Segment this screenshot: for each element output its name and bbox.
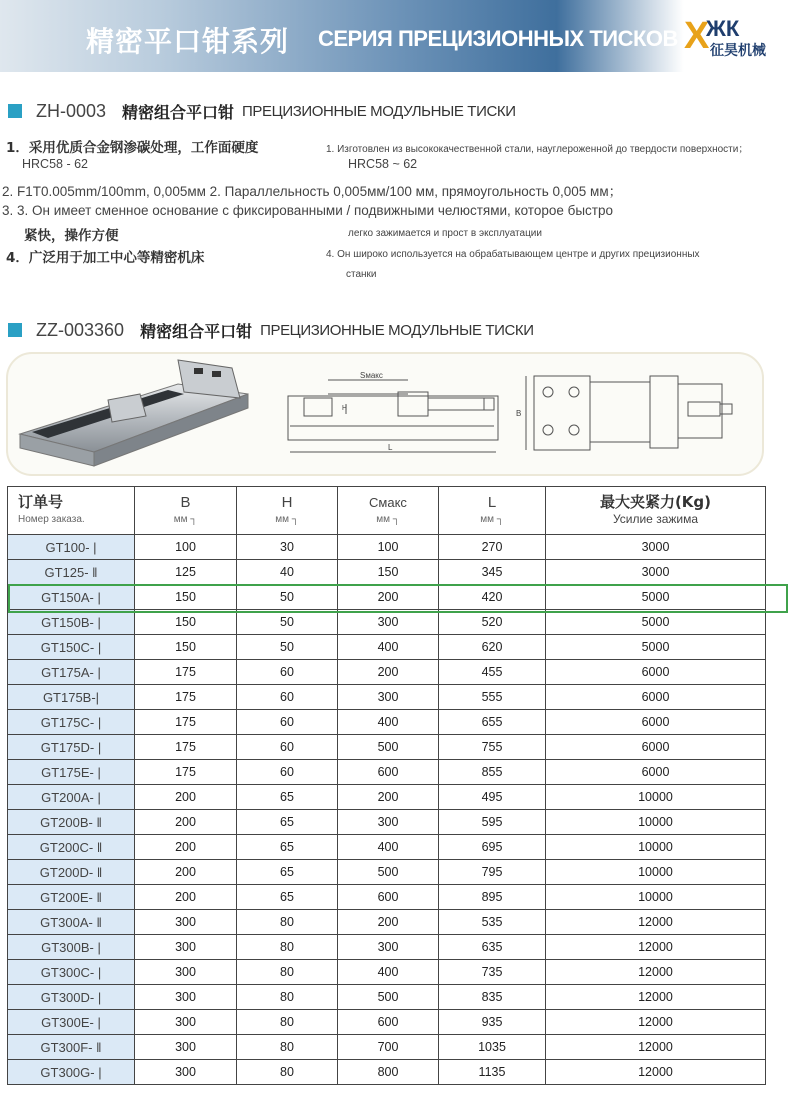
table-row (8, 710, 766, 735)
header-smax (338, 487, 439, 535)
model-cell: GT200A- | (8, 785, 135, 810)
table-cell: 300 (135, 910, 237, 935)
table-cell: 12000 (546, 1060, 766, 1085)
table-cell: 400 (338, 835, 439, 860)
top-view-drawing (526, 376, 732, 450)
table-cell: 300 (135, 1060, 237, 1085)
table-cell: 200 (338, 660, 439, 685)
header-bottom: Усилие зажима (612, 511, 699, 526)
section-square-icon (8, 104, 22, 118)
header-banner (0, 0, 795, 72)
vise-drawings (8, 354, 762, 474)
table-cell: 345 (439, 560, 546, 585)
header-top: Смакс (369, 494, 407, 510)
header-top: B (180, 493, 191, 511)
table-cell: 3000 (546, 535, 766, 560)
table-cell: 400 (338, 960, 439, 985)
model-cell: GT300B- | (8, 935, 135, 960)
table-row (8, 635, 766, 660)
table-row (8, 835, 766, 860)
vise-drawing-panel (6, 352, 764, 476)
table-cell: 12000 (546, 910, 766, 935)
table-cell: 50 (237, 585, 338, 610)
model-cell: GT200D- ‖ (8, 860, 135, 885)
table-cell: 6000 (546, 760, 766, 785)
table-row (8, 535, 766, 560)
table-row (8, 1010, 766, 1035)
table-cell: 500 (338, 735, 439, 760)
table-cell: 200 (338, 910, 439, 935)
table-cell: 500 (338, 985, 439, 1010)
header-b (135, 487, 237, 535)
model-cell: GT125- ‖ (8, 560, 135, 585)
header-top: H (281, 493, 293, 511)
table-cell: 12000 (546, 985, 766, 1010)
table-row (8, 1060, 766, 1085)
feature-4-ru: 4. Он широко используется на обрабатывающем центре и других прецизионных (326, 249, 700, 260)
section-title-ru: ПРЕЦИЗИОННЫЕ МОДУЛЬНЫЕ ТИСКИ (260, 321, 534, 339)
header-bottom: Номер заказа. (18, 513, 85, 525)
table-cell: 200 (338, 785, 439, 810)
table-cell: 175 (135, 685, 237, 710)
header-order-number (8, 487, 135, 535)
table-row (8, 985, 766, 1010)
table-cell: 400 (338, 635, 439, 660)
header-top: 最大夹紧力(Kg) (599, 492, 712, 511)
specifications-table (7, 486, 766, 1085)
table-cell: 65 (237, 860, 338, 885)
table-cell: 700 (338, 1035, 439, 1060)
side-view-drawing (288, 380, 498, 452)
table-row (8, 885, 766, 910)
table-cell: 10000 (546, 885, 766, 910)
model-cell: GT175D- | (8, 735, 135, 760)
table-cell: 5000 (546, 635, 766, 660)
table-cell: 65 (237, 885, 338, 910)
table-cell: 3000 (546, 560, 766, 585)
table-cell: 935 (439, 1010, 546, 1035)
table-cell: 150 (135, 610, 237, 635)
logo-mark: ЖК (706, 16, 740, 41)
model-cell: GT200C- ‖ (8, 835, 135, 860)
section-title-zz003360 (8, 318, 534, 342)
table-cell: 100 (338, 535, 439, 560)
table-cell: 60 (237, 710, 338, 735)
header-top: 订单号 (18, 492, 64, 511)
model-cell: GT150A- | (8, 585, 135, 610)
table-cell: 795 (439, 860, 546, 885)
table-header-row (8, 487, 766, 535)
dim-smax-label: Sмакс (360, 371, 383, 380)
model-cell: GT175E- | (8, 760, 135, 785)
table-cell: 300 (135, 985, 237, 1010)
table-cell: 655 (439, 710, 546, 735)
table-cell: 50 (237, 635, 338, 660)
table-cell: 175 (135, 710, 237, 735)
table-cell: 595 (439, 810, 546, 835)
table-cell: 150 (135, 585, 237, 610)
table-cell: 80 (237, 910, 338, 935)
table-row (8, 610, 766, 635)
table-cell: 600 (338, 760, 439, 785)
table-row (8, 560, 766, 585)
feature-3-ru: легко зажимается и прост в эксплуатации (348, 228, 542, 239)
table-cell: 80 (237, 935, 338, 960)
table-cell: 125 (135, 560, 237, 585)
table-cell: 1135 (439, 1060, 546, 1085)
table-cell: 10000 (546, 860, 766, 885)
header-top: L (487, 493, 497, 511)
table-cell: 420 (439, 585, 546, 610)
table-cell: 12000 (546, 1035, 766, 1060)
table-cell: 80 (237, 1035, 338, 1060)
table-cell: 175 (135, 760, 237, 785)
table-cell: 150 (135, 635, 237, 660)
model-cell: GT175B-| (8, 685, 135, 710)
table-cell: 200 (338, 585, 439, 610)
table-cell: 6000 (546, 685, 766, 710)
model-cell: GT300D- | (8, 985, 135, 1010)
section-code: ZZ-003360 (36, 319, 125, 340)
table-cell: 400 (338, 710, 439, 735)
model-cell: GT300C- | (8, 960, 135, 985)
table-cell: 80 (237, 1060, 338, 1085)
section-square-icon (8, 323, 22, 337)
table-cell: 300 (135, 960, 237, 985)
model-cell: GT175A- | (8, 660, 135, 685)
table-cell: 12000 (546, 1010, 766, 1035)
feature-1-ru-hrc: HRC58 ~ 62 (348, 157, 418, 171)
section-title-cn: 精密组合平口钳 (140, 321, 253, 341)
table-cell: 65 (237, 810, 338, 835)
table-cell: 300 (135, 1035, 237, 1060)
table-cell: 12000 (546, 935, 766, 960)
header-l (439, 487, 546, 535)
model-cell: GT200E- ‖ (8, 885, 135, 910)
table-cell: 200 (135, 835, 237, 860)
table-cell: 200 (135, 860, 237, 885)
feature-1-cn-hrc: HRC58 - 62 (22, 157, 88, 171)
table-cell: 600 (338, 885, 439, 910)
header-h (237, 487, 338, 535)
table-cell: 65 (237, 835, 338, 860)
table-cell: 300 (338, 935, 439, 960)
section-code: ZH-0003 (36, 100, 107, 121)
table-cell: 12000 (546, 960, 766, 985)
table-cell: 300 (135, 1010, 237, 1035)
model-cell: GT300A- ‖ (8, 910, 135, 935)
table-cell: 635 (439, 935, 546, 960)
table-cell: 5000 (546, 585, 766, 610)
table-row (8, 910, 766, 935)
table-cell: 300 (338, 810, 439, 835)
model-cell: GT300G- | (8, 1060, 135, 1085)
table-cell: 495 (439, 785, 546, 810)
table-cell: 800 (338, 1060, 439, 1085)
table-cell: 735 (439, 960, 546, 985)
table-cell: 755 (439, 735, 546, 760)
dim-b-label: B (516, 409, 522, 418)
table-body (8, 535, 766, 1085)
table-cell: 200 (135, 810, 237, 835)
table-cell: 620 (439, 635, 546, 660)
table-cell: 10000 (546, 785, 766, 810)
logo-x-mark: X (684, 15, 710, 57)
model-cell: GT100- | (8, 535, 135, 560)
table-cell: 10000 (546, 810, 766, 835)
model-cell: GT200B- ‖ (8, 810, 135, 835)
section-title-zh0003 (8, 99, 516, 123)
table-cell: 455 (439, 660, 546, 685)
table-cell: 200 (135, 885, 237, 910)
table-row (8, 935, 766, 960)
table-cell: 100 (135, 535, 237, 560)
table-cell: 300 (135, 935, 237, 960)
banner-title-cn: 精密平口钳系列 (86, 25, 290, 58)
table-cell: 80 (237, 1010, 338, 1035)
header-clamping-force (546, 487, 766, 535)
table-cell: 6000 (546, 735, 766, 760)
section-title-ru: ПРЕЦИЗИОННЫЕ МОДУЛЬНЫЕ ТИСКИ (242, 102, 516, 120)
table-row (8, 860, 766, 885)
feature-2: 2. F1T0.005mm/100mm, 0,005мм 2. Параллельность 0,005мм/100 мм, прямоугольность 0,005 мм； (2, 184, 623, 199)
table-cell: 300 (338, 610, 439, 635)
header-bottom: мм ┐ (275, 513, 299, 525)
table-cell: 150 (338, 560, 439, 585)
table-cell: 10000 (546, 835, 766, 860)
table-cell: 30 (237, 535, 338, 560)
header-bottom: мм ┐ (480, 513, 504, 525)
feature-1-ru: 1. Изготовлен из высококачественной стали, науглероженной до твердости поверхности； (326, 144, 749, 155)
model-cell: GT150B- | (8, 610, 135, 635)
table-cell: 300 (338, 685, 439, 710)
model-cell: GT300E- | (8, 1010, 135, 1035)
table-cell: 835 (439, 985, 546, 1010)
header-bottom: мм ┐ (173, 513, 198, 525)
table-cell: 6000 (546, 660, 766, 685)
table-cell: 175 (135, 735, 237, 760)
table-cell: 535 (439, 910, 546, 935)
table-cell: 175 (135, 660, 237, 685)
table-cell: 60 (237, 685, 338, 710)
table-cell: 60 (237, 735, 338, 760)
banner-title-ru: СЕРИЯ ПРЕЦИЗИОННЫХ ТИСКОВ (318, 26, 678, 51)
table-row (8, 735, 766, 760)
table-cell: 895 (439, 885, 546, 910)
feature-1-cn: 1．采用优质合金钢渗碳处理，工作面硬度 (6, 140, 259, 156)
table-row (8, 960, 766, 985)
feature-4-ru-cont: станки (346, 269, 377, 280)
selected-row-highlight (8, 584, 788, 613)
table-row (8, 685, 766, 710)
table-row (8, 810, 766, 835)
header-bottom: мм ┐ (376, 513, 400, 525)
vise-photo (20, 360, 248, 466)
table-cell: 555 (439, 685, 546, 710)
table-cell: 1035 (439, 1035, 546, 1060)
table-row (8, 785, 766, 810)
table-cell: 695 (439, 835, 546, 860)
table-cell: 500 (338, 860, 439, 885)
model-cell: GT150C- | (8, 635, 135, 660)
dim-h-label: H (342, 405, 348, 412)
table-cell: 600 (338, 1010, 439, 1035)
table-cell: 80 (237, 985, 338, 1010)
company-logo (684, 16, 790, 60)
table-cell: 80 (237, 960, 338, 985)
feature-3: 3. 3. Он имеет сменное основание с фиксированными / подвижными челюстями, которое быстро (2, 203, 614, 218)
table-cell: 270 (439, 535, 546, 560)
model-cell: GT300F- ‖ (8, 1035, 135, 1060)
table-cell: 40 (237, 560, 338, 585)
table-cell: 60 (237, 760, 338, 785)
table-row (8, 760, 766, 785)
table-cell: 60 (237, 660, 338, 685)
dim-l-label: L (388, 443, 393, 452)
logo-text: 征昊机械 (710, 43, 766, 59)
table-cell: 65 (237, 785, 338, 810)
section-title-cn: 精密组合平口钳 (122, 102, 235, 122)
table-cell: 50 (237, 610, 338, 635)
model-cell: GT175C- | (8, 710, 135, 735)
table-cell: 6000 (546, 710, 766, 735)
table-cell: 200 (135, 785, 237, 810)
table-cell: 520 (439, 610, 546, 635)
feature-4-cn: 4．广泛用于加工中心等精密机床 (6, 250, 205, 266)
table-cell: 5000 (546, 610, 766, 635)
table-row (8, 1035, 766, 1060)
table-cell: 855 (439, 760, 546, 785)
table-row (8, 660, 766, 685)
feature-3-cn: 紧快，操作方便 (24, 228, 119, 244)
